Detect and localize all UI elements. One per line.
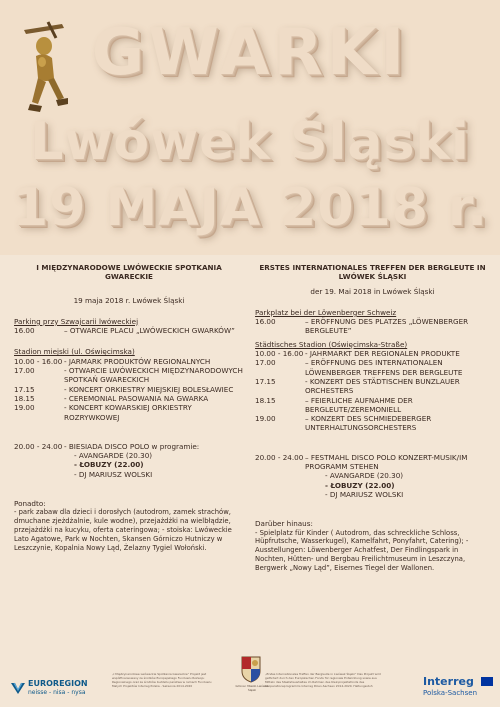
program-time: 17.00	[255, 358, 276, 368]
program-text: – ERÖFFNUNG DES INTERNATIONALEN LÖWENBERGER TREFFENS DER BERGLEUTE	[305, 358, 463, 377]
program-text: - OTWARCIE LWÓWECKICH MIĘDZYNARODOWYCH SPOTKAŃ GWARECKICH	[64, 366, 243, 385]
program-text: - KONCERT KOWARSKIEJ ORKIESTRY ROZRYWKOWEJ	[64, 403, 192, 422]
section1-title-polish: Parking przy Szwajcarii lwóweckiej	[14, 316, 139, 326]
program-row	[14, 442, 244, 451]
extras-title-german: Darüber hinaus:	[255, 519, 313, 529]
date-polish: 19 maja 2018 r. Lwówek Śląski	[73, 295, 185, 305]
program-row	[255, 358, 490, 377]
program-time: 16.00	[14, 326, 35, 336]
extras-title-polish: Ponadto:	[14, 499, 46, 509]
band-item: - DJ MARIUSZ WOLSKI	[74, 469, 153, 479]
program-german	[255, 263, 490, 573]
program-time: 17.15	[255, 376, 276, 386]
section2-title-polish: Stadion miejski (ul. Oświęcimska)	[14, 347, 135, 357]
program-text: - KONZERT DES STÄDTISCHEN BUNZLAUER ORCHESTERS	[305, 376, 460, 396]
program-row	[255, 414, 490, 433]
extras-text-german: - Spielplatz für Kinder ( Autodrom, das schreckliche Schloss, Hüpfrutsche, Wasserkugel), Kamelfahrt, Ponyfahrt, Catering); - Ausstellungen: Löwenberger Achatfest, Der Findlingspark in Nochten, Hütten- und Bergbau Freilichtmuseum in Leszczyna, Bergwerk „Nowy Ląd”, Eisernes Tiegel der Wallonen.	[255, 528, 469, 572]
program-row	[255, 396, 490, 415]
interreg-name: Interreg	[423, 675, 474, 688]
section2-title-german: Städtisches Stadion (Oświęcimska-Straße)	[255, 339, 408, 349]
euroregion-logo	[10, 676, 98, 700]
program-row	[14, 385, 244, 394]
band-item: - ŁOBUZY (22.00)	[74, 460, 144, 470]
program-text: - BIESIADA DISCO POLO w programie:	[64, 441, 200, 451]
program-time: 19.00	[255, 414, 276, 424]
euroregion-sub: neisse - nisa - nysa	[28, 689, 86, 696]
crest-label: Gmina i Miasto Lwówek Śląski	[235, 684, 269, 692]
program-time: 18.15	[255, 395, 276, 405]
program-text: - KONCERT ORKIESTRY MIEJSKIEJ BOLESŁAWIEC	[64, 384, 234, 394]
program-text: – KONZERT DES SCHMIEDEBERGER UNTERHALTUNGSORCHESTERS	[305, 414, 432, 433]
hero-date: 19 MAJA 2018 r.	[12, 178, 488, 238]
euroregion-name: EUROREGION	[28, 679, 88, 688]
hero-town: Lwówek Śląski	[30, 112, 470, 172]
program-polish	[14, 263, 244, 552]
eu-flag-icon	[481, 677, 493, 686]
program-time: 20.00 - 24.00	[255, 452, 304, 462]
program-text: – OTWARCIE PLACU „LWÓWECKICH GWARKÓW”	[64, 326, 235, 336]
band-item: - ŁOBUZY (22.00)	[325, 480, 395, 490]
program-time: 16.00	[255, 317, 276, 327]
heading-polish: I MIĘDZYNARODOWE LWÓWECKIE SPOTKANIA GWARECKIE	[36, 263, 222, 282]
program-text: – FESTMAHL DISCO POLO KONZERT-MUSIK/IM PROGRAMM STEHEN	[305, 452, 468, 472]
program-time: 10.00 - 16.00	[255, 349, 304, 359]
program-text: – FEIERLICHE AUFNAHME DER BERGLEUTE/ZEREMONIELL	[305, 395, 413, 414]
program-time: 19.00	[14, 403, 35, 413]
poster-header	[0, 0, 500, 255]
program-text: - CEREMONIAL PASOWANIA NA GWARKA	[64, 393, 209, 403]
program-row	[14, 403, 244, 422]
program-row	[255, 453, 490, 472]
hero-title: GWARKI	[91, 16, 409, 90]
band-item: - AVANGARDE (20.30)	[74, 451, 153, 461]
program-row	[255, 349, 490, 358]
program-row	[255, 377, 490, 396]
program-row	[14, 394, 244, 403]
program-text: - JARMARK PRODUKTÓW REGIONALNYCH	[64, 356, 211, 366]
program-time: 17.15	[14, 384, 35, 394]
band-item: - AVANGARDE (20.30)	[325, 471, 404, 481]
program-row	[14, 357, 244, 366]
funding-note-polish: „I Międzynarodowe Lwóweckie Spotkania Gwareckie” Projekt jest współfinansowany ze środków Europejskiego Funduszu Rozwoju Regionalnego oraz ze środków budżetu państwa w ramach Funduszu Małych Projektów Interreg Polska - Saksonia 2014-2020	[112, 672, 212, 688]
section1-title-german: Parkplatz bei der Löwenberger Schweiz	[255, 307, 397, 317]
funding-note-german: „Erstes Internationales Treffen der Bergleute in Lwówek Śląski” Das Projekt wird gefördert durch den Europäischen Fonds für regionale Entwicklung sowie aus Mitteln des Staatshaushaltes im Rahmen des Kleinprojektefonds des Kooperationsprogramms Interreg Polen-Sachsen 2014-2020. Haltungsstuh	[265, 672, 381, 688]
band-item: - DJ MARIUSZ WOLSKI	[325, 489, 404, 499]
program-time: 20.00 - 24.00	[14, 441, 63, 451]
program-row	[255, 317, 490, 336]
extras-text-polish: - park zabaw dla dzieci i dorosłych (autodrom, zamek strachów, dmuchane zjeżdżalnie, kule wodne), przejażdżki na wielbłądzie, przejażdżki na kucyku, oferta cateringowa; - stoiska: Lwóweckie Lato Agatowe, Park w Nochten, Skansen Górniczo Hutniczy w Leszczynie, Kopalnia Nowy Ląd, Żelazny Tygiel Wołoński.	[14, 508, 232, 552]
date-german: der 19. Mai 2018 in Lwówek Śląski	[310, 286, 435, 296]
program-row	[14, 366, 244, 385]
interreg-logo	[423, 675, 493, 701]
program-row	[14, 326, 244, 335]
program-text: - JAHRMARKT DER REGIONALEN PRODUKTE	[305, 349, 460, 359]
program-time: 18.15	[14, 393, 35, 403]
program-time: 10.00 - 16.00	[14, 356, 63, 366]
program-time: 17.00	[14, 366, 35, 376]
town-crest-icon	[240, 655, 262, 683]
euroregion-mark-icon	[10, 680, 26, 696]
interreg-sub: Polska-Sachsen	[423, 689, 478, 697]
heading-german: ERSTES INTERNATIONALES TREFFEN DER BERGLEUTE IN LWÓWEK ŚLĄSKI	[259, 263, 486, 282]
program-text: – ERÖFFNUNG DES PLATZES „LÖWENBERGER BERGLEUTE”	[305, 317, 469, 336]
